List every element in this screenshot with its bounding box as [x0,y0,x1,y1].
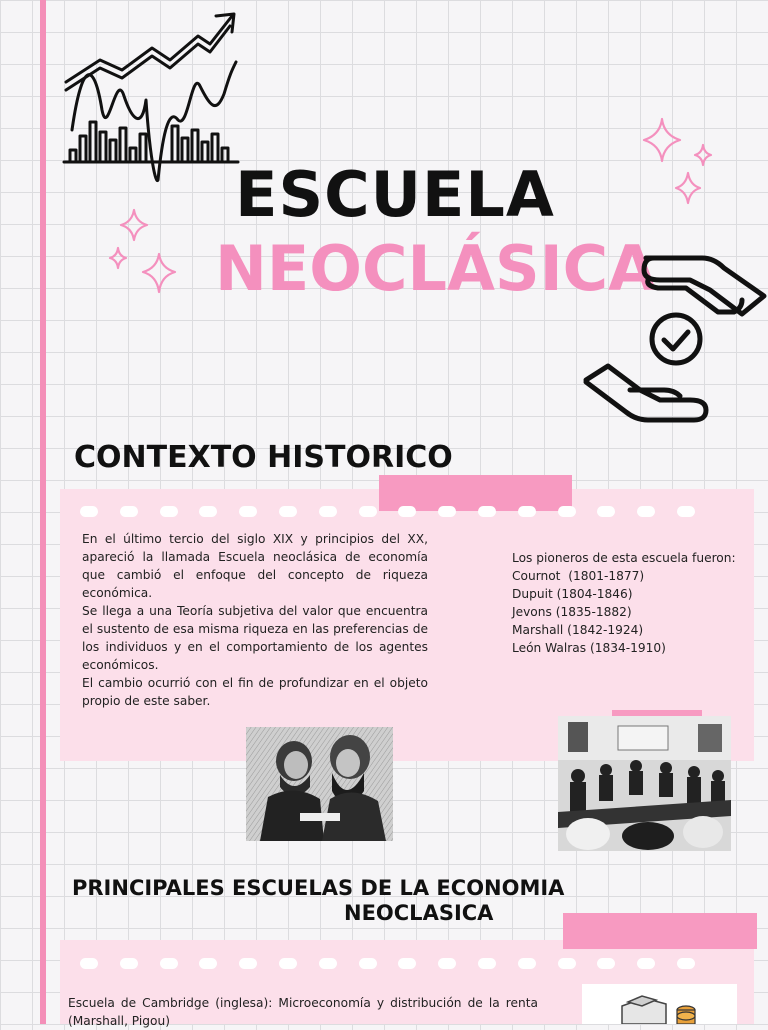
pioneer-item: Jevons (1835-1882) [512,605,632,619]
stock-chart-icon [60,10,242,186]
section-heading-escuelas-1: PRINCIPALES ESCUELAS DE LA ECONOMIA [72,876,565,900]
sparkles-left-icon [105,206,185,298]
margin-line [40,0,46,1024]
engraving-photo [246,727,393,841]
section-heading-contexto: CONTEXTO HISTORICO [74,440,453,475]
historic-meeting-photo [558,716,731,851]
panel-holes-2 [80,958,695,969]
pioneer-item: Marshall (1842-1924) [512,623,644,637]
context-paragraph-line: En el último tercio del siglo XIX y principios del XX, apareció la llamada Escuela neoclásica de economía que cambió el enfoque del concepto de riqueza económica. [82,532,428,600]
pioneer-item: León Walras (1834-1910) [512,641,666,655]
school-item-cambridge: Escuela de Cambridge (inglesa): Microeconomía y distribución de la renta (Marshall, Pigou) [68,996,538,1028]
sparkles-right-icon [640,115,720,207]
panel-holes-1 [80,506,695,517]
context-paragraph [82,530,428,710]
context-paragraph-line: El cambio ocurrió con el fin de profundizar en el objeto propio de este saber. [82,676,428,708]
pioneer-item: Dupuit (1804-1846) [512,587,633,601]
cash-register-illustration [582,984,737,1024]
title-line-2: NEOCLÁSICA [215,232,657,305]
section-heading-escuelas-2: NEOCLASICA [344,901,494,925]
panel-tab-2 [563,913,757,949]
title-line-1: ESCUELA [235,158,555,231]
pioneer-item: Cournot (1801-1877) [512,569,645,583]
pioneers-list [512,549,752,657]
hands-check-icon [582,250,768,428]
pioneers-intro: Los pioneros de esta escuela fueron: [512,551,736,565]
context-paragraph-line: Se llega a una Teoría subjetiva del valor que encuentra el sustento de esa misma riqueza en las preferencias de los individuos y en el comportamiento de los agentes económicos. [82,604,428,672]
